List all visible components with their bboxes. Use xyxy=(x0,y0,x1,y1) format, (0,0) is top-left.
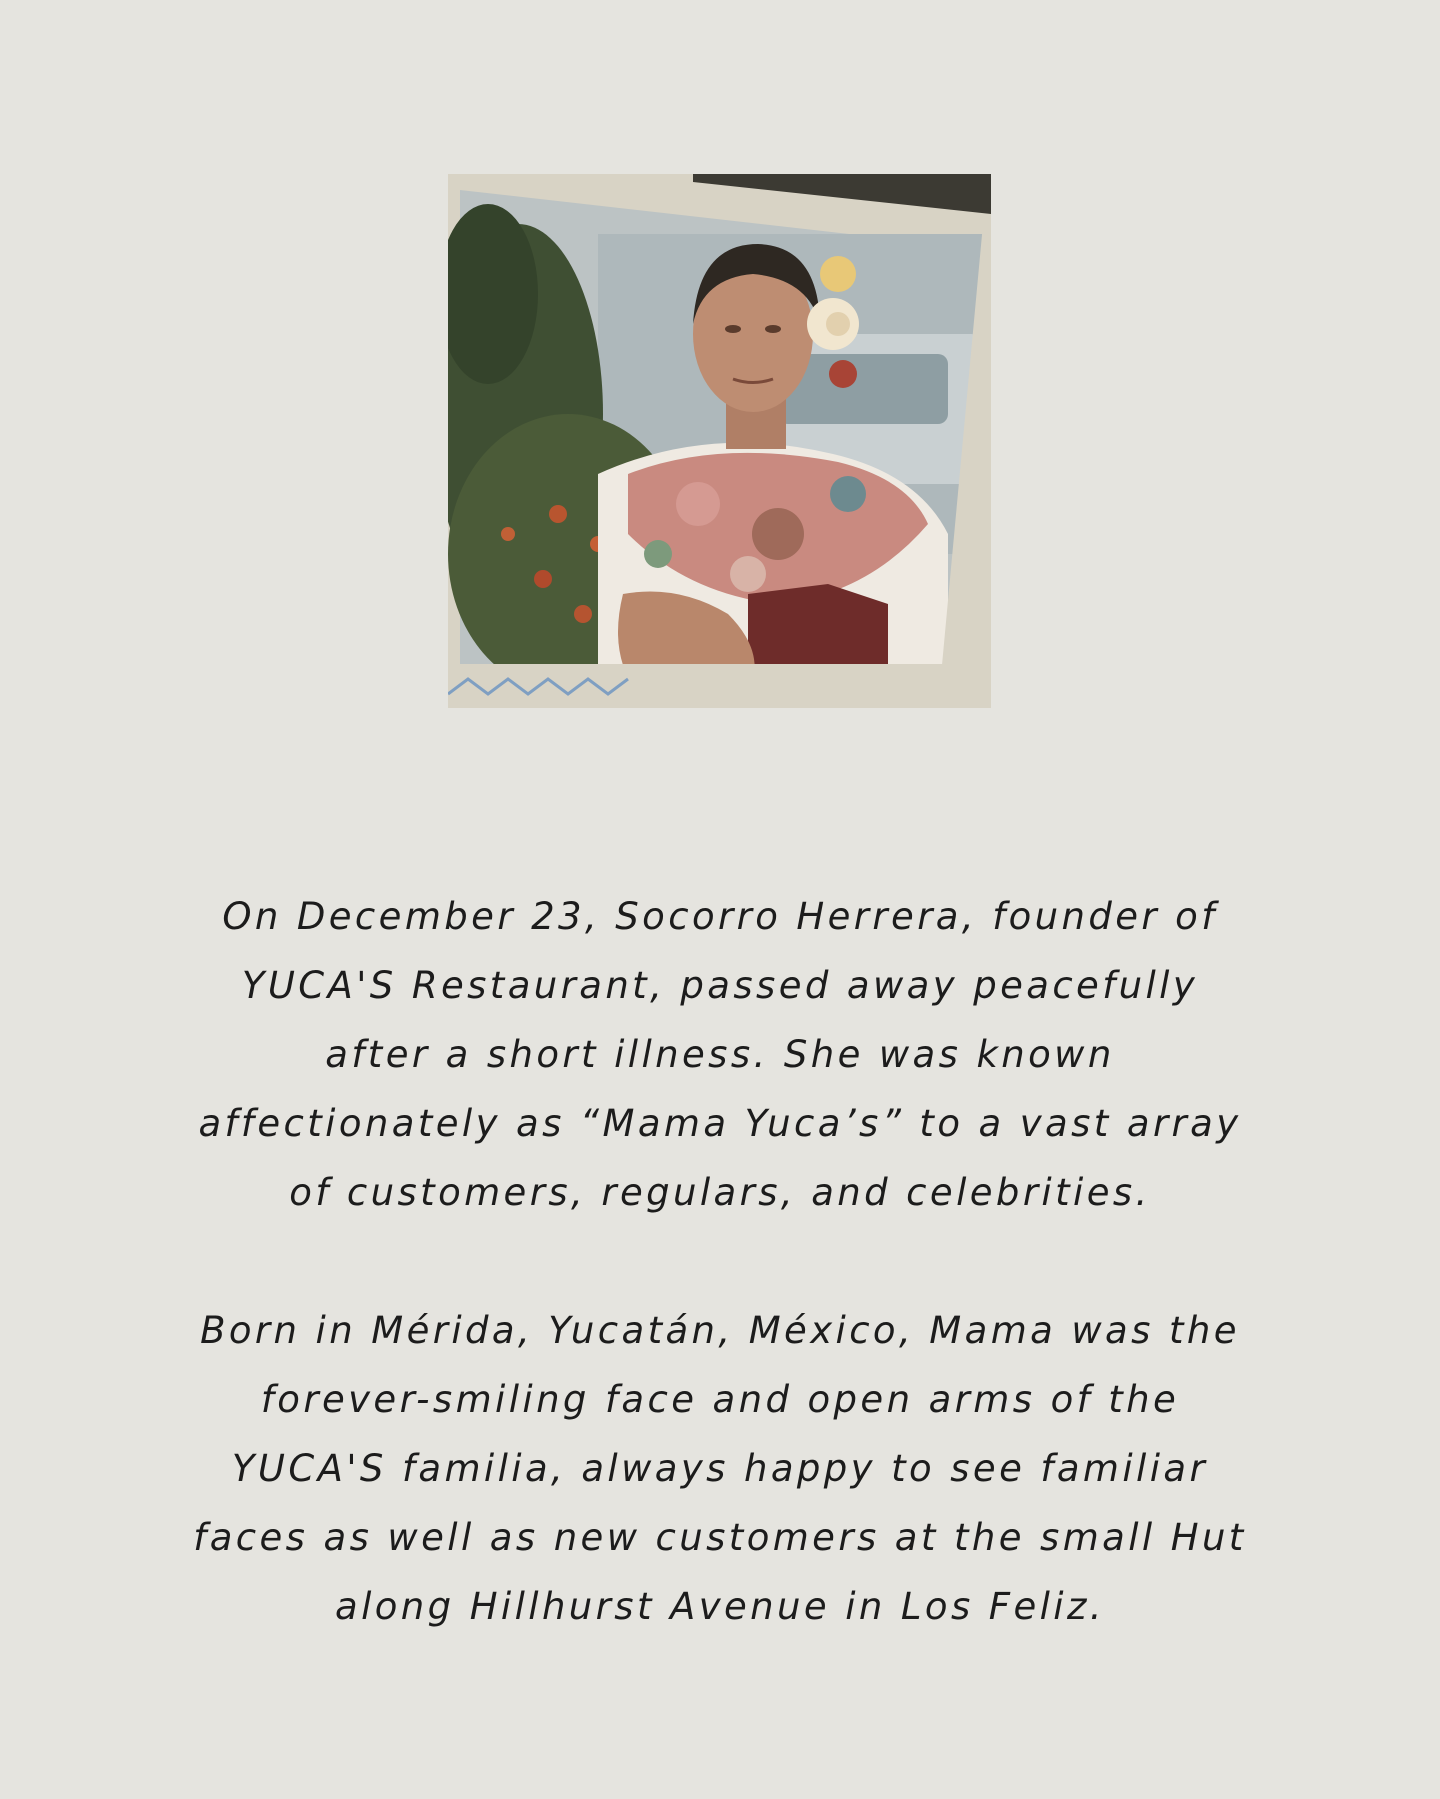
paragraph-line: On December 23, Socorro Herrera, founder of xyxy=(222,895,1218,938)
paragraph-1 xyxy=(150,882,1290,1227)
paragraph-2 xyxy=(150,1296,1290,1641)
portrait-photo-illustration xyxy=(448,174,991,708)
paragraph-line: YUCA'S Restaurant, passed away peacefully xyxy=(241,964,1199,1007)
paragraph-line: YUCA'S familia, always happy to see familiar xyxy=(231,1447,1209,1490)
paragraph-line: after a short illness. She was known xyxy=(325,1033,1115,1076)
paragraph-line: of customers, regulars, and celebrities. xyxy=(289,1171,1151,1214)
portrait-photo xyxy=(448,174,991,708)
paragraph-line: affectionately as “Mama Yuca’s” to a vast array xyxy=(198,1102,1242,1145)
paragraph-line: Born in Mérida, Yucatán, México, Mama was the xyxy=(200,1309,1240,1352)
paragraph-line: forever-smiling face and open arms of the xyxy=(260,1378,1180,1421)
obituary-text xyxy=(150,882,1290,1641)
paragraph-line: faces as well as new customers at the small Hut xyxy=(193,1516,1247,1559)
paragraph-line: along Hillhurst Avenue in Los Feliz. xyxy=(335,1585,1105,1628)
